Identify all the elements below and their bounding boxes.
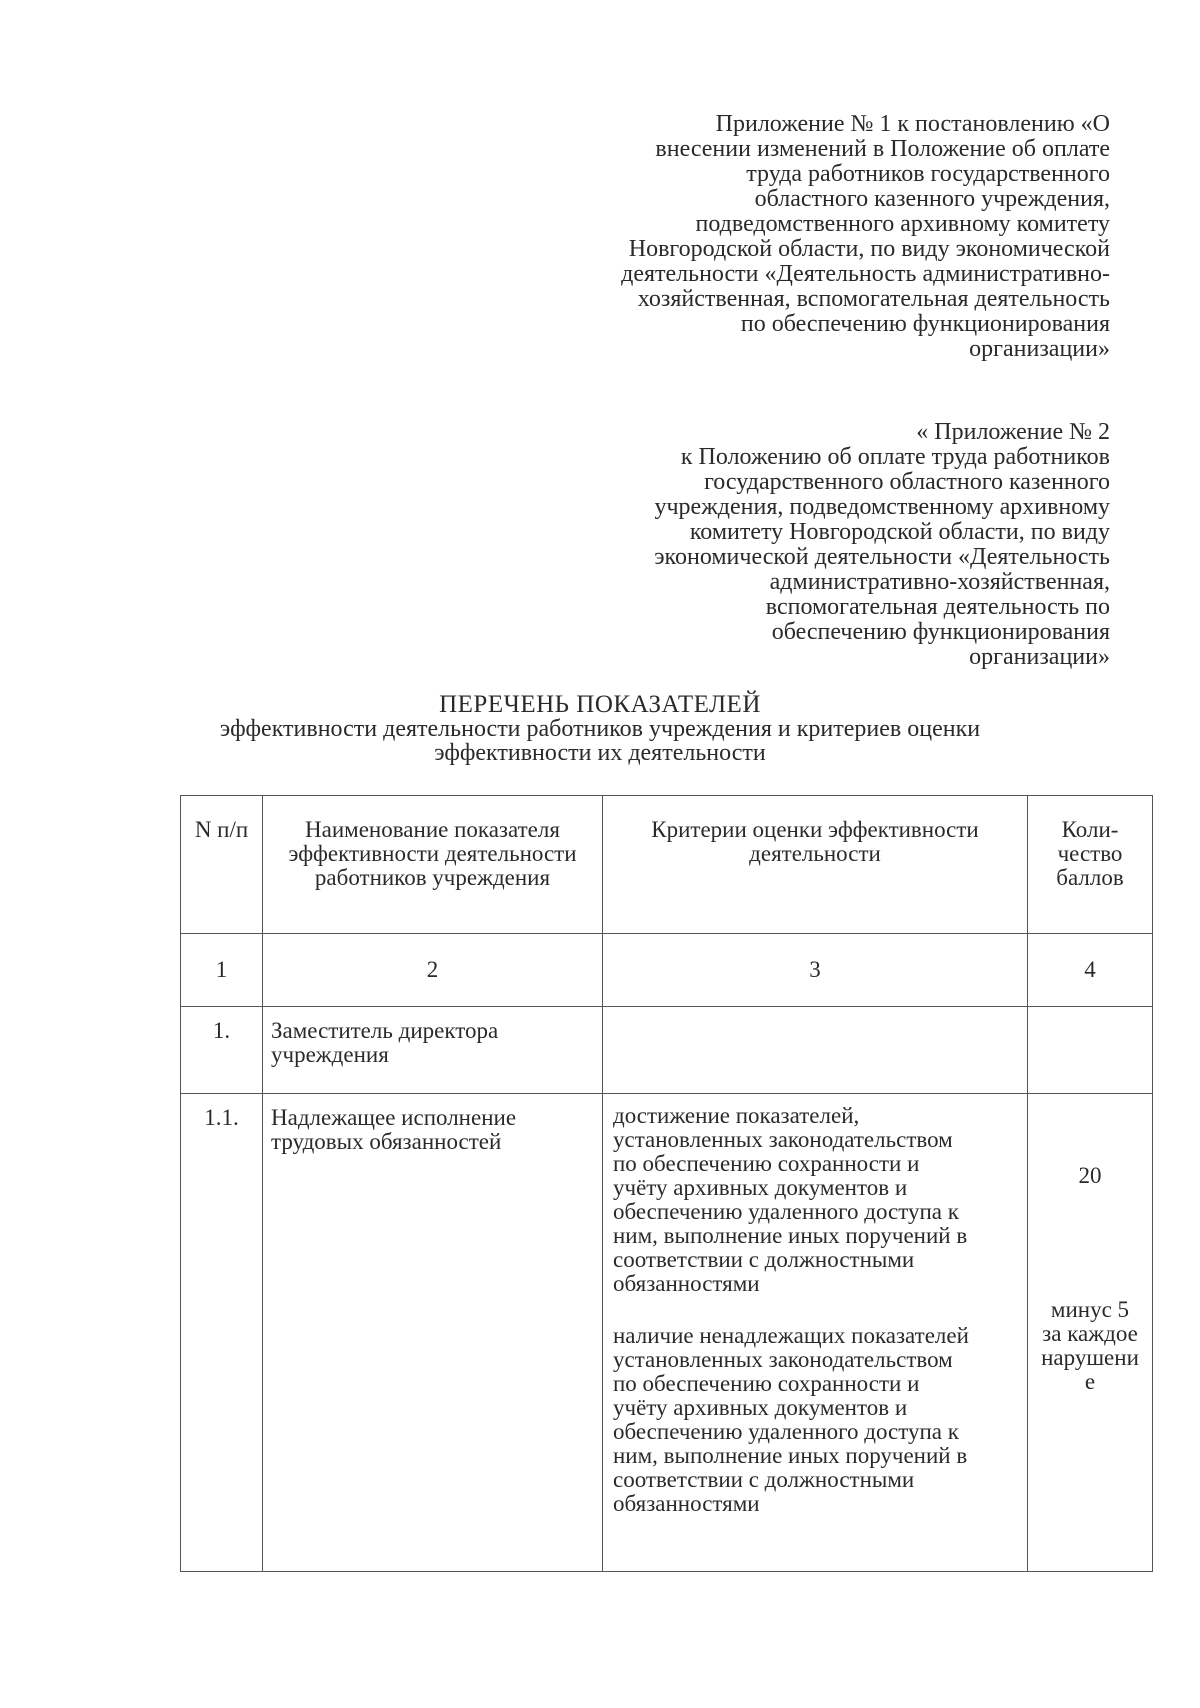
annex-1-line: труда работников государственного	[746, 161, 1110, 187]
criteria-cell-empty	[603, 1007, 1028, 1094]
criteria-line: установленных законодательством	[613, 1127, 953, 1152]
table-header-row	[181, 796, 1153, 934]
header-text: N п/п	[194, 817, 249, 842]
annex-1-line: подведомственного архивному комитету	[695, 211, 1110, 237]
annex-1-line: Приложение № 1 к постановлению «О	[715, 111, 1110, 137]
annex-2-reference	[550, 420, 1110, 670]
column-number: 3	[603, 934, 1028, 1007]
score-penalty-line: нарушени	[1041, 1345, 1139, 1370]
score-penalty-line: минус 5	[1050, 1297, 1130, 1322]
annex-2-line: вспомогательная деятельность по	[765, 594, 1110, 620]
criteria-line: наличие ненадлежащих показателей	[613, 1323, 969, 1348]
criteria-line: обеспечению удаленного доступа к	[613, 1419, 959, 1444]
title-sub-line: эффективности их деятельности	[434, 740, 766, 766]
header-text: Коли-	[1061, 817, 1119, 842]
indicator-name-line: Заместитель директора	[271, 1018, 499, 1043]
score-cell-empty	[1028, 1007, 1153, 1094]
criteria-line: по обеспечению сохранности и	[613, 1151, 920, 1176]
criteria-line: установленных законодательством	[613, 1347, 953, 1372]
annex-1-reference	[550, 112, 1110, 362]
indicator-name-line: трудовых обязанностей	[271, 1129, 502, 1154]
column-number: 4	[1028, 934, 1153, 1007]
annex-1-line: по обеспечению функционирования	[740, 311, 1110, 337]
criteria-line: обязанностями	[613, 1491, 760, 1516]
criteria-line: достижение показателей,	[613, 1103, 860, 1128]
indicator-name	[263, 1007, 603, 1094]
criteria-line: учёту архивных документов и	[613, 1395, 908, 1420]
annex-1-line: организации»	[969, 336, 1110, 362]
score-penalty-line: за каждое	[1042, 1321, 1138, 1346]
criteria-line: ним, выполнение иных поручений в	[613, 1223, 968, 1248]
title-main: ПЕРЕЧЕНЬ ПОКАЗАТЕЛЕЙ	[439, 691, 761, 718]
annex-2-line: административно-хозяйственная,	[769, 569, 1110, 595]
title-sub-line: эффективности деятельности работников учреждения и критериев оценки	[219, 716, 981, 742]
criteria-violation	[613, 1324, 1017, 1516]
criteria-achievement	[613, 1104, 1017, 1296]
indicator-name	[263, 1094, 603, 1572]
header-criteria	[603, 796, 1028, 934]
criteria-line: соответствии с должностными	[613, 1247, 915, 1272]
column-number: 2	[263, 934, 603, 1007]
criteria-spacer	[613, 1296, 1017, 1324]
header-text: чество	[1057, 841, 1123, 866]
header-indicator-name	[263, 796, 603, 934]
header-text: Критерии оценки эффективности	[651, 817, 979, 842]
header-text: эффективности деятельности	[288, 841, 577, 866]
header-text: деятельности	[749, 841, 881, 866]
row-number: 1.	[181, 1007, 263, 1094]
annex-1-line: деятельности «Деятельность административно-	[621, 261, 1110, 287]
score-cell	[1028, 1094, 1153, 1572]
annex-1-line: областного казенного учреждения,	[754, 186, 1110, 212]
criteria-line: соответствии с должностными	[613, 1467, 915, 1492]
annex-2-line: экономической деятельности «Деятельность	[654, 544, 1110, 570]
header-text: работников учреждения	[314, 865, 551, 890]
criteria-cell	[603, 1094, 1028, 1572]
annex-2-line: к Положению об оплате труда работников	[680, 444, 1110, 470]
criteria-line: обязанностями	[613, 1271, 760, 1296]
header-text: баллов	[1056, 865, 1124, 890]
annex-2-line: государственного областного казенного	[704, 469, 1110, 495]
annex-2-line: обеспечению функционирования	[771, 619, 1110, 645]
header-points	[1028, 796, 1153, 934]
annex-1-line: Новгородской области, по виду экономической	[628, 236, 1110, 262]
annex-2-line: « Приложение № 2	[916, 419, 1110, 445]
annex-2-line: организации»	[969, 644, 1110, 670]
indicator-name-line: учреждения	[271, 1042, 389, 1067]
criteria-table	[180, 795, 1153, 1572]
header-number	[181, 796, 263, 934]
table-row	[181, 1007, 1153, 1094]
document-title	[150, 693, 1050, 765]
criteria-line: учёту архивных документов и	[613, 1175, 908, 1200]
criteria-line: ним, выполнение иных поручений в	[613, 1443, 968, 1468]
annex-2-line: комитету Новгородской области, по виду	[689, 519, 1110, 545]
score-penalty-line: е	[1084, 1369, 1096, 1394]
column-number-row	[181, 934, 1153, 1007]
column-number: 1	[181, 934, 263, 1007]
criteria-line: по обеспечению сохранности и	[613, 1371, 920, 1396]
score-value: 20	[1078, 1163, 1102, 1188]
header-text: Наименование показателя	[305, 817, 560, 842]
annex-1-line: хозяйственная, вспомогательная деятельность	[637, 286, 1110, 312]
annex-1-line: внесении изменений в Положение об оплате	[655, 136, 1110, 162]
table-row	[181, 1094, 1153, 1572]
annex-2-line: учреждения, подведомственному архивному	[654, 494, 1110, 520]
criteria-line: обеспечению удаленного доступа к	[613, 1199, 959, 1224]
indicator-name-line: Надлежащее исполнение	[271, 1105, 517, 1130]
row-number: 1.1.	[181, 1094, 263, 1572]
